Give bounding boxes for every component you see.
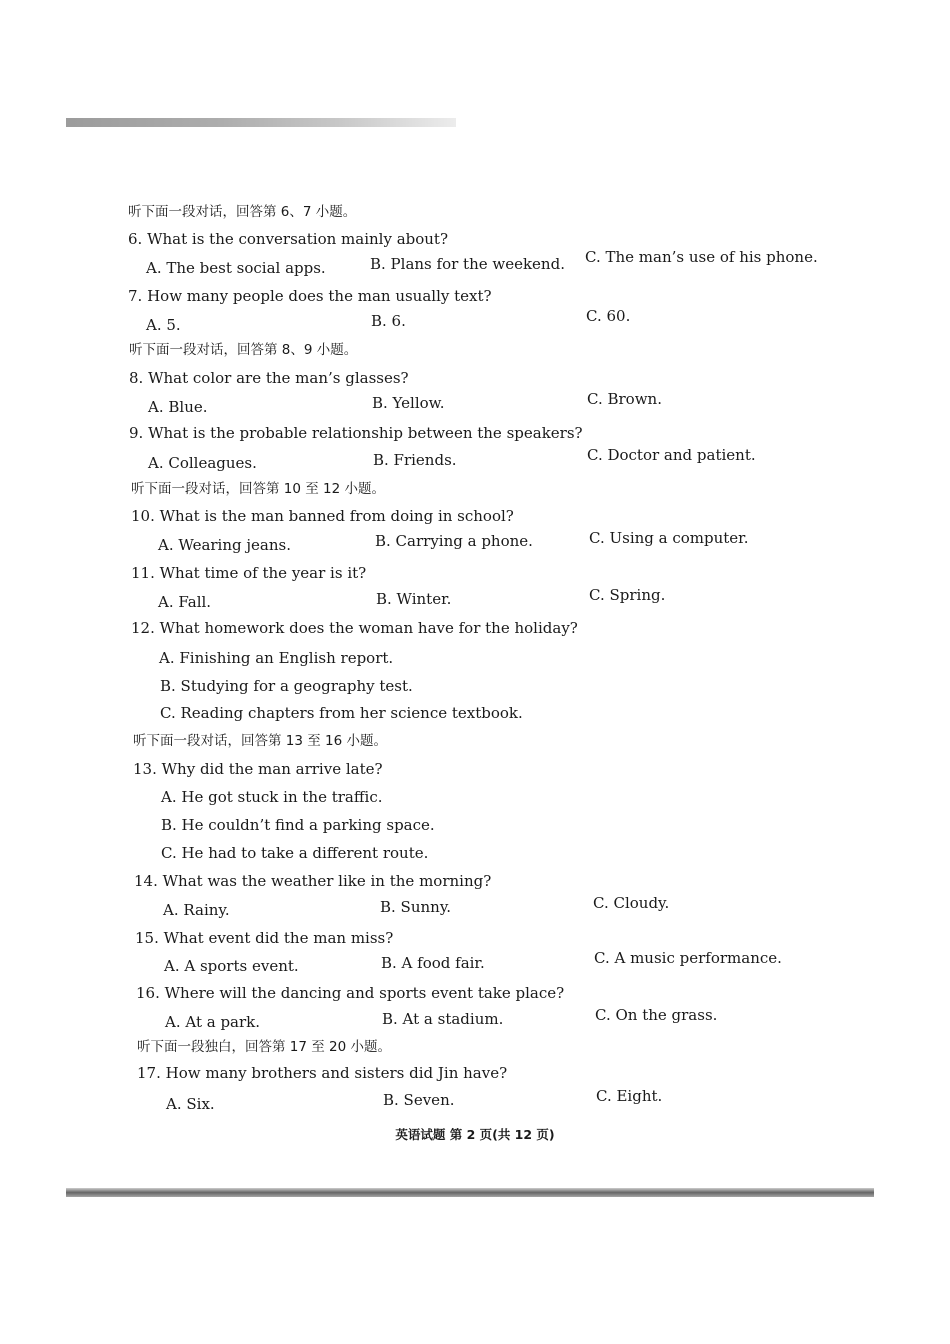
- option-a: A. He got stuck in the traffic.: [161, 788, 383, 806]
- question-13: 13. Why did the man arrive late?: [133, 760, 383, 778]
- option-c: C. He had to take a different route.: [161, 844, 429, 862]
- option-a: A. Six.: [166, 1095, 215, 1113]
- option-b: B. Winter.: [376, 590, 452, 608]
- option-c: C. On the grass.: [595, 1006, 718, 1024]
- section-heading: 听下面一段对话，回答第 6、7 小题。: [128, 204, 357, 220]
- question-6: 6. What is the conversation mainly about?: [128, 230, 449, 248]
- option-c: C. The man’s use of his phone.: [585, 248, 818, 266]
- option-b: B. A food fair.: [381, 954, 485, 972]
- page-footer: 英语试题 第 2 页(共 12 页): [395, 1127, 555, 1142]
- question-12: 12. What homework does the woman have for the holiday?: [131, 619, 578, 637]
- option-c: C. Cloudy.: [593, 894, 670, 912]
- question-14: 14. What was the weather like in the morning?: [134, 872, 492, 890]
- option-c: C. Reading chapters from her science textbook.: [160, 704, 523, 722]
- option-a: A. A sports event.: [164, 957, 299, 975]
- option-a: A. Fall.: [158, 593, 212, 611]
- option-b: B. At a stadium.: [382, 1010, 504, 1028]
- section-heading: 听下面一段对话，回答第 10 至 12 小题。: [131, 481, 386, 497]
- question-17: 17. How many brothers and sisters did Jin have?: [137, 1064, 508, 1082]
- scan-artifact-top: [66, 118, 456, 127]
- scan-artifact-bottom: [66, 1188, 874, 1197]
- option-b: B. Sunny.: [380, 898, 452, 916]
- question-15: 15. What event did the man miss?: [135, 929, 394, 947]
- option-b: B. Friends.: [373, 451, 457, 469]
- option-b: B. Plans for the weekend.: [370, 255, 565, 273]
- question-11: 11. What time of the year is it?: [131, 564, 367, 582]
- question-10: 10. What is the man banned from doing in school?: [131, 507, 514, 525]
- option-b: B. Carrying a phone.: [375, 532, 533, 550]
- section-heading: 听下面一段独白，回答第 17 至 20 小题。: [137, 1039, 392, 1055]
- option-b: B. Seven.: [383, 1091, 455, 1109]
- option-c: C. Eight.: [596, 1087, 663, 1105]
- option-a: A. Wearing jeans.: [158, 536, 291, 554]
- option-a: A. 5.: [146, 316, 181, 334]
- option-c: C. 60.: [586, 307, 631, 325]
- question-8: 8. What color are the man’s glasses?: [129, 369, 409, 387]
- option-b: B. He couldn’t find a parking space.: [161, 816, 435, 834]
- option-a: A. At a park.: [165, 1013, 261, 1031]
- section-heading: 听下面一段对话，回答第 13 至 16 小题。: [133, 733, 388, 749]
- option-a: A. Blue.: [148, 398, 208, 416]
- question-7: 7. How many people does the man usually text?: [128, 287, 492, 305]
- option-c: C. Brown.: [587, 390, 662, 408]
- option-a: A. Colleagues.: [148, 454, 257, 472]
- option-c: C. Doctor and patient.: [587, 446, 756, 464]
- option-a: A. Finishing an English report.: [159, 649, 394, 667]
- option-a: A. The best social apps.: [146, 259, 326, 277]
- option-a: A. Rainy.: [163, 901, 230, 919]
- option-c: C. Using a computer.: [589, 529, 749, 547]
- option-b: B. 6.: [371, 312, 406, 330]
- section-heading: 听下面一段对话，回答第 8、9 小题。: [129, 342, 358, 358]
- question-9: 9. What is the probable relationship between the speakers?: [129, 424, 583, 442]
- option-b: B. Studying for a geography test.: [160, 677, 413, 695]
- option-b: B. Yellow.: [372, 394, 445, 412]
- option-c: C. Spring.: [589, 586, 666, 604]
- question-16: 16. Where will the dancing and sports event take place?: [136, 984, 565, 1002]
- option-c: C. A music performance.: [594, 949, 782, 967]
